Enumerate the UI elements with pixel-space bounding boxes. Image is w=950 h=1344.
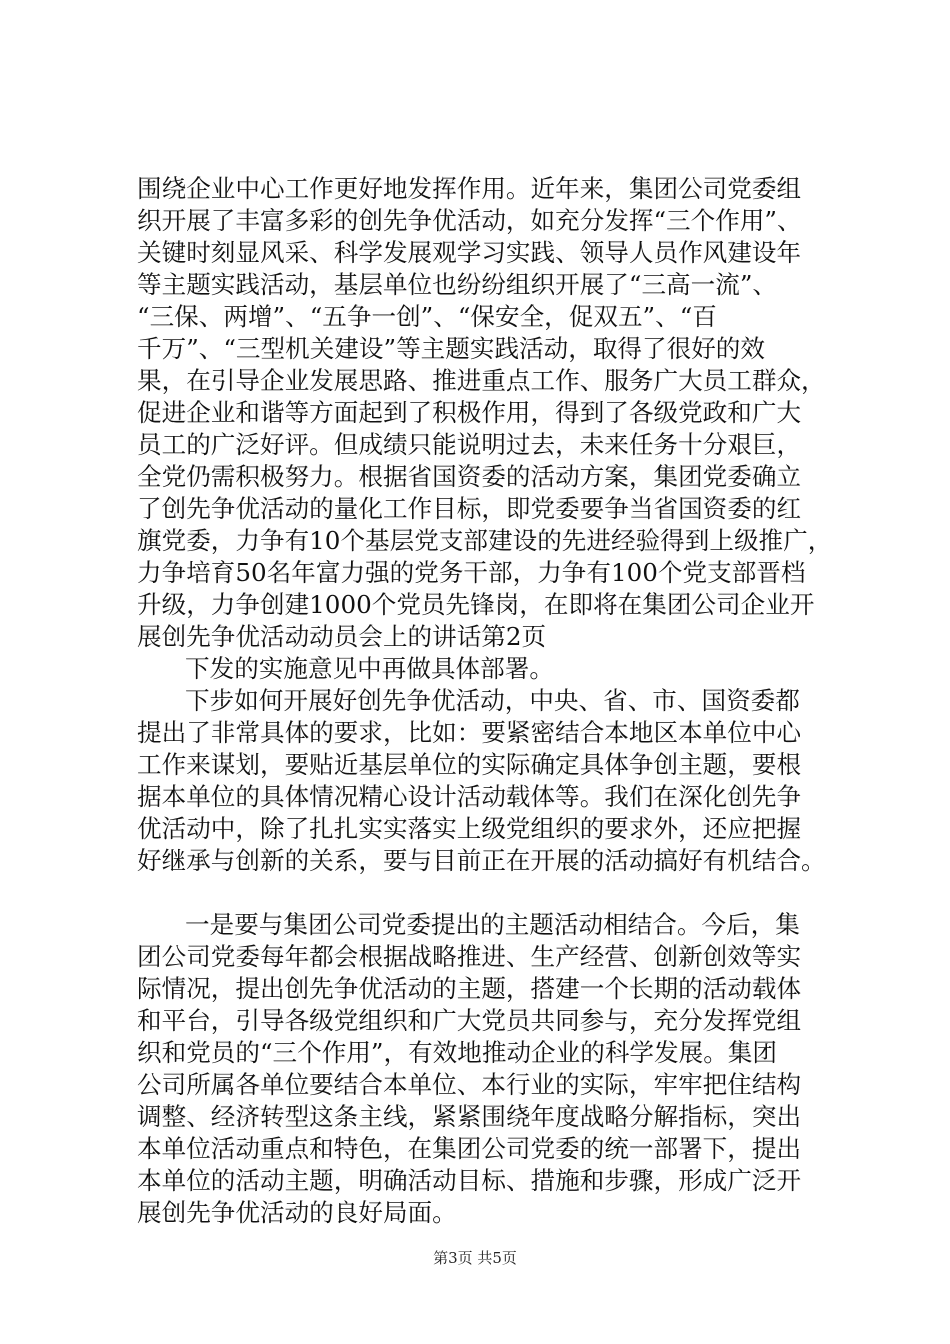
text-line: 一是要与集团公司党委提出的主题活动相结合。今后，集 — [185, 910, 800, 939]
text-line: 展创先争优活动动员会上的讲话第2页 — [137, 622, 547, 651]
text-line: 员工的广泛好评。但成绩只能说明过去，未来任务十分艰巨， — [137, 430, 802, 459]
paragraph-deployment — [137, 653, 853, 685]
text-line: 力争培育50名年富力强的党务干部，力争有100个党支部晋档 — [137, 558, 806, 587]
text-line: 和平台，引导各级党组织和广大党员共同参与，充分发挥党组 — [137, 1006, 802, 1035]
text-line: 优活动中，除了扎扎实实落实上级党组织的要求外，还应把握 — [137, 814, 802, 843]
text-line: 本单位活动重点和特色，在集团公司党委的统一部署下，提出 — [137, 1134, 802, 1163]
text-line: 全党仍需积极努力。根据省国资委的活动方案，集团党委确立 — [137, 462, 802, 491]
text-line: 了创先争优活动的量化工作目标，即党委要争当省国资委的红 — [137, 494, 802, 523]
text-line: 围绕企业中心工作更好地发挥作用。近年来，集团公司党委组 — [137, 174, 802, 203]
paragraph-continued — [137, 173, 853, 653]
text-line: “三保、两增”、“五争一创”、“保安全，促双五”、“百 — [137, 302, 717, 331]
text-line: 织开展了丰富多彩的创先争优活动，如充分发挥“三个作用”、 — [137, 206, 802, 235]
text-line: 据本单位的具体情况精心设计活动载体等。我们在深化创先争 — [137, 782, 802, 811]
text-line: 团公司党委每年都会根据战略推进、生产经营、创新创效等实 — [137, 942, 802, 971]
text-line: 下发的实施意见中再做具体部署。 — [185, 654, 554, 683]
text-line: 促进企业和谐等方面起到了积极作用，得到了各级党政和广大 — [137, 398, 802, 427]
text-line: 好继承与创新的关系，要与目前正在开展的活动搞好有机结合。 — [137, 846, 826, 875]
text-line: 展创先争优活动的良好局面。 — [137, 1198, 457, 1227]
text-line: 升级，力争创建1000个党员先锋岗，在即将在集团公司企业开 — [137, 590, 815, 619]
text-line: 本单位的活动主题，明确活动目标、措施和步骤，形成广泛开 — [137, 1166, 802, 1195]
body-text — [137, 173, 853, 1229]
text-line: 际情况，提出创先争优活动的主题，搭建一个长期的活动载体 — [137, 974, 802, 1003]
text-line: 等主题实践活动，基层单位也纷纷组织开展了“三高一流”、 — [137, 270, 777, 299]
paragraph-first-point — [137, 909, 853, 1229]
paragraph-requirements — [137, 685, 853, 877]
paragraph-gap — [137, 877, 853, 909]
text-line: 下步如何开展好创先争优活动，中央、省、市、国资委都 — [185, 686, 800, 715]
text-line: 旗党委，力争有10个基层党支部建设的先进经验得到上级推广， — [137, 526, 833, 555]
text-line: 工作来谋划，要贴近基层单位的实际确定具体争创主题，要根 — [137, 750, 802, 779]
text-line: 织和党员的“三个作用”，有效地推动企业的科学发展。集团 — [137, 1038, 777, 1067]
page-number-footer: 第3页 共5页 — [433, 1249, 517, 1267]
text-line: 果，在引导企业发展思路、推进重点工作、服务广大员工群众， — [137, 366, 826, 395]
text-line: 公司所属各单位要结合本单位、本行业的实际，牢牢把住结构 — [137, 1070, 802, 1099]
text-line: 提出了非常具体的要求，比如：要紧密结合本地区本单位中心 — [137, 718, 802, 747]
text-line: 调整、经济转型这条主线，紧紧围绕年度战略分解指标，突出 — [137, 1102, 802, 1131]
text-line: 千万”、“三型机关建设”等主题实践活动，取得了很好的效 — [137, 334, 765, 363]
text-line: 关键时刻显风采、科学发展观学习实践、领导人员作风建设年 — [137, 238, 802, 267]
